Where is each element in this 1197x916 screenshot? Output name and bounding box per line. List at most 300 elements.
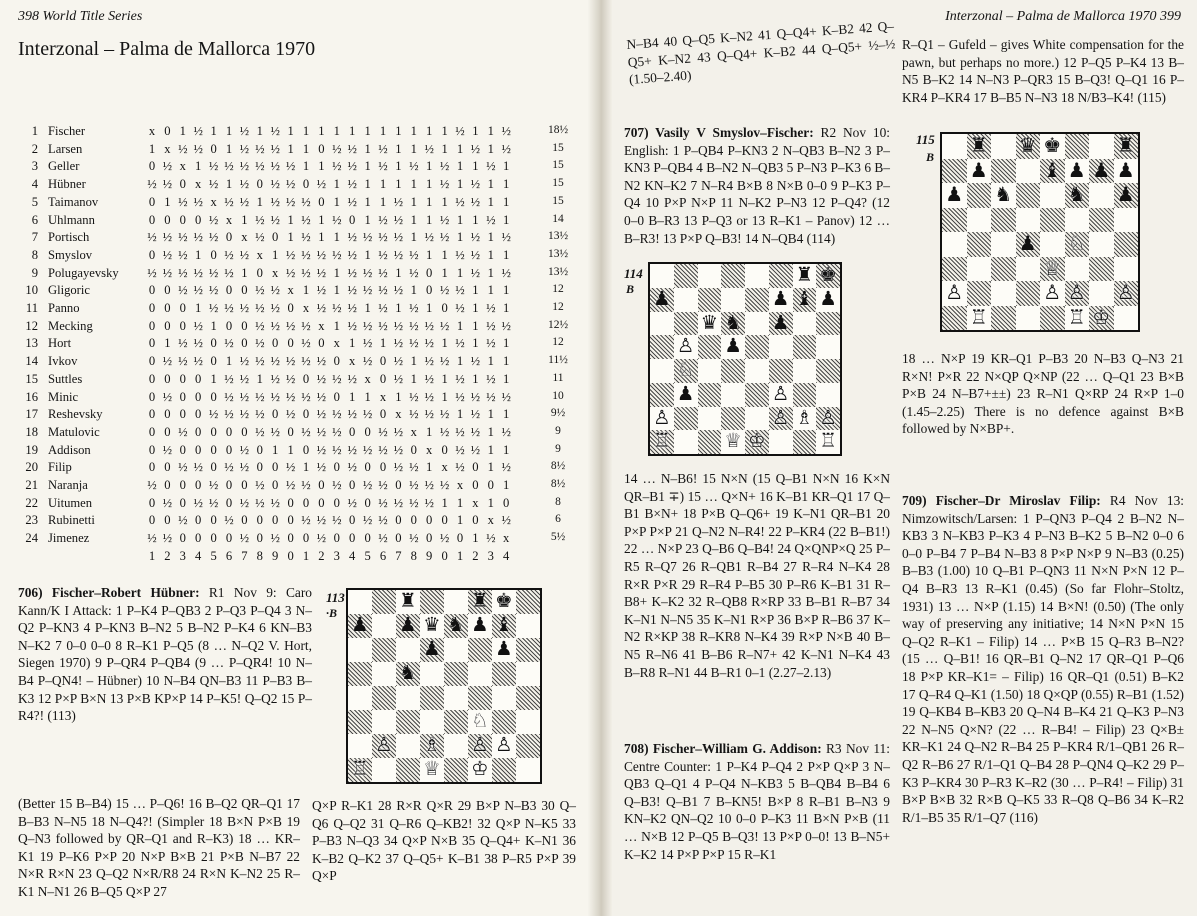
score-cell: ½ <box>193 318 203 333</box>
board-square <box>420 662 444 686</box>
column-number: 2 <box>318 549 325 563</box>
board-square <box>991 159 1016 184</box>
white-pawn-icon: ♙ <box>771 407 790 429</box>
black-rook-icon: ♜ <box>471 590 489 613</box>
score-cell: ½ <box>147 478 157 492</box>
board-square <box>1065 257 1090 282</box>
score-cell: 1 <box>333 194 340 209</box>
player-name: Suttles <box>48 371 83 386</box>
score-cell: 1 <box>364 389 371 404</box>
score-cell: ½ <box>270 212 280 227</box>
score-cell: ½ <box>255 301 265 315</box>
score-cell: 0 <box>179 301 186 315</box>
score-cell: x <box>333 336 340 351</box>
score-cell: 1 <box>441 371 448 386</box>
score-cell: ½ <box>393 424 404 439</box>
score-cell: 1 <box>426 460 433 475</box>
score-cell: 0 <box>349 478 356 492</box>
score-cell: ½ <box>316 513 327 528</box>
score-cell: ½ <box>285 478 296 492</box>
board-square <box>444 734 468 758</box>
column-number: 4 <box>349 549 356 563</box>
score-cell: ½ <box>486 318 496 333</box>
board-square <box>1065 208 1090 233</box>
score-cell: 1 <box>426 247 433 262</box>
score-cell: ½ <box>239 442 250 457</box>
score-cell: ½ <box>239 531 250 546</box>
board-square <box>516 638 540 662</box>
score-cell: 1 <box>426 301 433 315</box>
score-cell: ½ <box>393 336 404 351</box>
column-number: 8 <box>256 549 263 563</box>
score-cell: ½ <box>285 159 296 174</box>
score-cell: ½ <box>316 265 327 280</box>
black-knight-icon: ♞ <box>447 614 465 637</box>
score-cell: ½ <box>316 247 327 262</box>
score-cell: x <box>487 513 494 528</box>
score-cell: ½ <box>193 124 203 138</box>
score-cell: ½ <box>239 247 250 262</box>
column-number: 7 <box>395 549 402 563</box>
column-number: 0 <box>441 549 448 563</box>
black-pawn-icon: ♟ <box>945 184 964 207</box>
score-cell: ½ <box>255 283 265 298</box>
score-cell: 1 <box>318 124 325 138</box>
score-cell: ½ <box>316 283 327 298</box>
score-cell: 1 <box>225 124 233 138</box>
score-cell: ½ <box>301 194 311 209</box>
score-cell: 1 <box>410 230 417 245</box>
score-cell: ½ <box>178 141 188 156</box>
score-cell: 0 <box>195 478 202 492</box>
score-cell: ½ <box>193 265 203 280</box>
score-cell: 0 <box>148 336 156 351</box>
white-pawn-icon: ♙ <box>1067 282 1086 305</box>
score-cell: ½ <box>424 336 434 351</box>
board-square <box>1114 232 1139 257</box>
score-cell: ½ <box>178 424 188 439</box>
black-rook-icon: ♜ <box>795 265 814 287</box>
score-cell: 0 <box>241 424 248 439</box>
score-cell: ½ <box>362 478 373 492</box>
board-square <box>468 686 492 710</box>
score-cell: ½ <box>470 141 481 156</box>
score-cell: ½ <box>316 301 327 315</box>
score-cell: ½ <box>501 230 511 245</box>
score-cell: ½ <box>285 318 296 333</box>
score-cell: 0 <box>195 389 202 404</box>
score-cell: ½ <box>378 301 388 315</box>
score-cell: ½ <box>501 389 511 404</box>
column-number: 5 <box>210 549 217 563</box>
score-cell: 0 <box>225 531 233 546</box>
score-cell: ½ <box>347 159 357 174</box>
board-square <box>991 281 1016 306</box>
player-total: 12 <box>552 301 564 313</box>
chess-diagram-113 <box>346 588 542 784</box>
board-square <box>674 264 698 288</box>
score-cell: 1 <box>426 159 433 174</box>
score-cell: ½ <box>378 495 388 510</box>
player-name: Polugayevsky <box>48 265 119 280</box>
score-cell: 0 <box>302 495 310 510</box>
board-square <box>698 335 722 359</box>
score-cell: ½ <box>255 478 265 492</box>
score-cell: ½ <box>470 442 481 457</box>
score-cell: ½ <box>347 177 357 192</box>
score-cell: 0 <box>287 301 294 315</box>
score-cell: 1 <box>302 124 310 138</box>
column-number: 5 <box>364 549 371 563</box>
score-cell: 0 <box>256 513 263 528</box>
score-cell: 0 <box>441 513 448 528</box>
score-cell: 0 <box>272 513 279 528</box>
board-square <box>698 383 722 407</box>
player-total: 9½ <box>550 407 566 420</box>
board-square <box>516 758 540 782</box>
score-cell: 0 <box>472 513 479 528</box>
score-cell: 0 <box>210 460 217 475</box>
score-cell: ½ <box>316 354 327 369</box>
column-number: 4 <box>195 549 202 563</box>
score-cell: ½ <box>162 230 173 245</box>
score-cell: x <box>225 212 233 227</box>
board-square <box>1089 134 1114 159</box>
score-cell: ½ <box>178 336 188 351</box>
score-cell: ½ <box>424 318 434 333</box>
score-cell: ½ <box>455 124 465 138</box>
score-cell: ½ <box>239 141 250 156</box>
score-cell: ½ <box>378 247 388 262</box>
score-cell: 1 <box>441 124 448 138</box>
board-square <box>721 288 745 312</box>
score-cell: 1 <box>456 230 464 245</box>
black-pawn-icon: ♟ <box>1092 159 1111 182</box>
score-cell: ½ <box>255 354 265 369</box>
game-707-moves: R2 Nov 10: English: 1 P–QB4 P–KN3 2 N–QB3 B–N2 3 P–KN3 P–QB4 4 B–N2 N–QB3 5 P–N3 P–K3 6 B–N2 KN–K2 7 N–R4 B×B 8 N×B 0–0 9 P–K3 P–Q4 10 P×P N×P 11 N–K2 P–N3 12 P–Q4? (12 0–0 B–R3 13 P–Q3 or 13 R–K1 – Panov) 12 … B–R3! 13 P×P Q–B3! 14 N–QB4 (114) <box>624 125 890 246</box>
player-total: 9 <box>555 424 561 437</box>
score-cell: 0 <box>148 442 156 457</box>
board-113-side: ·B <box>326 606 338 620</box>
score-cell: ½ <box>378 531 388 546</box>
score-cell: 1 <box>410 354 417 369</box>
score-cell: ½ <box>178 283 188 298</box>
black-rook-icon: ♜ <box>399 590 417 613</box>
black-knight-icon: ♞ <box>399 662 417 685</box>
score-cell: x <box>395 407 402 422</box>
score-cell: 0 <box>349 212 356 227</box>
score-cell: ½ <box>301 336 311 351</box>
score-cell: ½ <box>332 301 342 315</box>
score-cell: ½ <box>455 247 465 262</box>
score-cell: ½ <box>162 442 173 457</box>
score-cell: 0 <box>195 212 202 227</box>
score-cell: 0 <box>148 424 156 439</box>
column-number: 2 <box>472 549 479 563</box>
score-cell: 1 <box>456 407 464 422</box>
score-cell: ½ <box>347 283 357 298</box>
score-cell: ½ <box>409 247 419 262</box>
score-cell: 0 <box>195 442 202 457</box>
board-square <box>698 264 722 288</box>
score-cell: 1 <box>210 124 217 138</box>
score-cell: ½ <box>270 354 280 369</box>
score-cell: 1 <box>179 124 186 138</box>
game-708-heading: 708) Fischer–William G. Addison: <box>624 741 822 756</box>
score-cell: 0 <box>379 371 387 386</box>
score-cell: ½ <box>285 407 296 422</box>
board-square <box>396 638 420 662</box>
score-cell: ½ <box>332 141 342 156</box>
score-cell: 1 <box>441 141 448 156</box>
score-cell: ½ <box>378 513 388 528</box>
score-cell: 0 <box>179 478 186 492</box>
black-pawn-icon: ♟ <box>1067 159 1086 182</box>
black-pawn-icon: ♟ <box>1018 233 1037 256</box>
score-cell: 0 <box>225 283 233 298</box>
white-pawn-icon: ♙ <box>1116 282 1135 305</box>
column-number: 2 <box>164 549 171 563</box>
score-cell: 0 <box>333 389 340 404</box>
score-cell: 0 <box>472 460 479 475</box>
score-cell: ½ <box>455 283 465 298</box>
score-cell: ½ <box>224 336 234 351</box>
board-square <box>492 662 516 686</box>
player-total: 15 <box>552 177 564 190</box>
score-cell: 1 <box>318 212 325 227</box>
board-square <box>444 662 468 686</box>
column-number: 9 <box>272 549 279 563</box>
score-cell: ½ <box>193 354 203 369</box>
board-115-label: 115 <box>916 132 935 147</box>
score-cell: ½ <box>270 301 280 315</box>
column-number: 1 <box>456 549 464 563</box>
score-cell: ½ <box>239 407 250 422</box>
score-cell: 0 <box>225 442 233 457</box>
score-cell: ½ <box>316 531 327 546</box>
black-bishop-icon: ♝ <box>495 614 513 637</box>
board-square <box>769 264 793 288</box>
right-running-header: Interzonal – Palma de Mallorca 1970 399 <box>945 9 1181 24</box>
score-cell: 1 <box>487 354 494 369</box>
score-cell: ½ <box>393 212 404 227</box>
white-rook-icon: ♖ <box>819 431 837 453</box>
score-cell: 1 <box>503 159 510 174</box>
board-square <box>793 430 817 454</box>
board-square <box>444 638 468 662</box>
score-cell: 1 <box>503 407 510 422</box>
score-cell: ½ <box>301 513 311 528</box>
score-cell: 0 <box>148 460 156 475</box>
score-cell: ½ <box>270 424 280 439</box>
score-cell: 0 <box>148 495 156 510</box>
score-cell: 1 <box>287 212 294 227</box>
column-number: 1 <box>148 549 156 563</box>
score-cell: 1 <box>503 212 510 227</box>
score-cell: 0 <box>225 424 233 439</box>
score-cell: 0 <box>179 389 186 404</box>
game-706-heading: 706) Fischer–Robert Hübner: <box>18 585 200 600</box>
score-cell: 0 <box>256 460 263 475</box>
score-cell: ½ <box>301 424 311 439</box>
score-cell: 1 <box>456 318 464 333</box>
column-number: 9 <box>426 549 433 563</box>
board-square <box>372 758 396 782</box>
score-cell: x <box>195 177 202 192</box>
player-name: Smyslov <box>48 247 93 262</box>
score-cell: 0 <box>472 478 479 492</box>
player-rank: 15 <box>25 371 38 386</box>
black-pawn-icon: ♟ <box>969 159 988 182</box>
score-cell: ½ <box>162 354 173 369</box>
score-cell: 1 <box>410 371 417 386</box>
score-cell: ½ <box>285 177 296 192</box>
player-name: Rubinetti <box>48 513 95 528</box>
player-name: Hort <box>48 336 72 351</box>
score-cell: 1 <box>318 159 325 174</box>
board-square <box>396 758 420 782</box>
board-square <box>348 638 372 662</box>
score-cell: 1 <box>441 194 448 209</box>
board-square <box>745 359 769 383</box>
score-cell: ½ <box>208 407 219 422</box>
score-cell: 0 <box>241 283 248 298</box>
score-cell: ½ <box>378 283 388 298</box>
score-cell: 0 <box>256 442 263 457</box>
score-cell: ½ <box>178 513 188 528</box>
score-cell: ½ <box>409 460 419 475</box>
player-rank: 13 <box>25 336 38 351</box>
score-cell: 1 <box>472 283 479 298</box>
player-rank: 14 <box>25 354 38 369</box>
board-square <box>650 359 674 383</box>
score-cell: ½ <box>285 460 296 475</box>
score-cell: 0 <box>210 531 217 546</box>
chess-diagram-114 <box>648 262 842 456</box>
board-square <box>516 686 540 710</box>
score-cell: 1 <box>333 124 340 138</box>
score-cell: ½ <box>162 247 173 262</box>
score-cell: 1 <box>302 283 310 298</box>
score-cell: 1 <box>256 194 263 209</box>
player-rank: 2 <box>31 141 38 156</box>
score-cell: ½ <box>332 212 342 227</box>
board-square <box>650 335 674 359</box>
game-706-continuation: (Better 15 B–B4) 15 … P–Q6! 16 B–Q2 QR–Q1 17 B–B3 N–N5 18 N–Q4?! (Simpler 18 B×N P×B 19 Q–N3 followed by QR–Q1 and R–K3) 18 … KR–K1 19 P–K6 P×P 20 N×P B×B 21 P×B N–B7 22 N×R R×N 23 Q–Q2 N×R/R8 24 R×N K–N2 25 R–K1 N–N1 26 B–Q5 Q×P 27 <box>18 796 300 899</box>
score-cell: 1 <box>456 495 464 510</box>
score-cell: 0 <box>272 230 279 245</box>
score-cell: ½ <box>147 531 157 546</box>
score-cell: 0 <box>195 513 202 528</box>
score-cell: 1 <box>472 336 479 351</box>
score-cell: ½ <box>224 194 234 209</box>
score-cell: ½ <box>193 141 203 156</box>
score-cell: 1 <box>410 283 417 298</box>
board-square <box>348 662 372 686</box>
player-name: Geller <box>48 159 80 174</box>
game-706-moves: R1 Nov 9: Caro Kann/K I Attack: 1 P–K4 P–QB3 2 P–Q3 P–Q4 3 N–Q2 P–KN3 4 P–KN3 B–N2 5 B–N2 P–K4 6 KN–B3 N–K2 7 0–0 0–0 8 R–K1 P–Q5 (8 … N–Q2 V. Hort, Siegen 1970) 9 P–QR4 P–QB4 (9 … P–QR4! 10 N–B4 P–QN4! – Hübner) 10 N–B4 QN–B3 11 P–B3 B–K3 12 P×P B×N 13 P×B KP×P 14 P–K5! Q–Q2 15 P–R4?! (113) <box>18 585 312 724</box>
score-cell: 0 <box>148 159 156 174</box>
board-square <box>698 359 722 383</box>
score-cell: ½ <box>378 424 388 439</box>
board-square <box>698 288 722 312</box>
board-square <box>942 134 967 159</box>
game-707-continuation: 14 … N–B6! 15 N×N (15 Q–B1 N×N 16 K×N QR–B1 ∓) 15 … Q×N+ 16 K–B1 KR–Q1 17 Q–B1 B×N+ 18 P×B Q–Q6+ 19 K–N1 QR–B1 20 P×P P×P 21 Q–N2 N–R4! 22 P–KR4 (22 B–B1!) 22 … N×P 23 Q–B6 Q–B4! 24 Q×QNP×Q 25 P–R5 R–Q7 26 R–QB1 R–B4 27 R–R4 N–K4 28 R×R P×R 29 R–R4 P–B5 30 P–R6 K–B1 31 R–B8+ K–K2 32 R–QB8 R×RP 33 B–B1 R–B7 34 K–N1 N–N5 35 K–N1 R×P 36 B×P R–B6 37 K–N2 R×KP 38 R–KR8 N–K4 39 R×P N×B 40 B–N5 R–N6 41 B–B6 R–N7+ 42 K–N1 N–K4 43 B–R8 R–N1 44 B–R1 0–1 (2.27–2.13) <box>624 471 890 680</box>
board-square <box>1040 183 1065 208</box>
score-cell: ½ <box>162 495 173 510</box>
score-cell: ½ <box>470 177 481 192</box>
score-cell: 1 <box>503 354 510 369</box>
black-pawn-icon: ♟ <box>1116 184 1135 207</box>
board-square <box>816 312 840 336</box>
score-cell: 1 <box>472 531 479 546</box>
score-cell: ½ <box>239 460 250 475</box>
score-cell: 1 <box>349 389 356 404</box>
score-cell: 0 <box>426 283 433 298</box>
score-cell: 0 <box>410 442 417 457</box>
score-cell: 0 <box>318 141 325 156</box>
score-cell: ½ <box>332 371 342 386</box>
score-cell: 0 <box>395 531 402 546</box>
player-name: Portisch <box>48 230 90 245</box>
player-name: Gligoric <box>48 283 90 298</box>
score-cell: 1 <box>441 265 448 280</box>
black-rook-icon: ♜ <box>969 135 988 158</box>
board-square <box>793 312 817 336</box>
player-rank: 11 <box>25 301 38 315</box>
score-cell: 1 <box>272 247 279 262</box>
score-cell: 0 <box>210 389 217 404</box>
board-square <box>721 359 745 383</box>
game-708-text <box>624 740 890 863</box>
score-cell: 1 <box>302 159 310 174</box>
player-name: Naranja <box>48 478 88 492</box>
board-square <box>745 383 769 407</box>
white-pawn-icon: ♙ <box>676 336 695 358</box>
board-square <box>372 710 396 734</box>
score-cell: 0 <box>164 283 171 298</box>
score-cell: 1 <box>333 318 340 333</box>
score-cell: 1 <box>349 124 356 138</box>
score-cell: ½ <box>255 424 265 439</box>
board-square <box>492 758 516 782</box>
page-title: Interzonal – Palma de Mallorca 1970 <box>18 38 316 60</box>
player-rank: 9 <box>31 265 38 280</box>
game-708-continuation: R–Q1 – Gufeld – gives White compensation for the pawn, but perhaps no more.) 12 P–Q5 P–K4 13 B–N5 B–K2 14 N–N3 P–QR3 15 B–Q3! Q–Q1 16 P–KR4 P–KR4 17 B–B5 N–N3 18 N/B3–K4! (115) <box>902 37 1184 105</box>
player-rank: 21 <box>25 478 38 492</box>
player-total: 12 <box>552 283 564 296</box>
score-cell: ½ <box>239 354 250 369</box>
score-cell: 0 <box>241 513 248 528</box>
score-cell: ½ <box>301 318 311 333</box>
board-square <box>942 208 967 233</box>
board-square <box>967 257 992 282</box>
score-cell: 1 <box>487 141 494 156</box>
score-cell: ½ <box>501 424 511 439</box>
score-cell: 1 <box>456 212 464 227</box>
game-709-text <box>902 492 1184 826</box>
score-cell: 1 <box>395 177 402 192</box>
player-total: 13½ <box>547 230 569 243</box>
score-cell: 1 <box>302 460 310 475</box>
player-rank: 18 <box>25 424 38 439</box>
white-pawn-icon: ♙ <box>653 407 671 429</box>
player-rank: 4 <box>31 177 38 192</box>
score-cell: ½ <box>224 301 234 315</box>
score-cell: 1 <box>210 371 217 386</box>
black-queen-icon: ♛ <box>700 312 719 334</box>
score-cell: ½ <box>224 265 234 280</box>
